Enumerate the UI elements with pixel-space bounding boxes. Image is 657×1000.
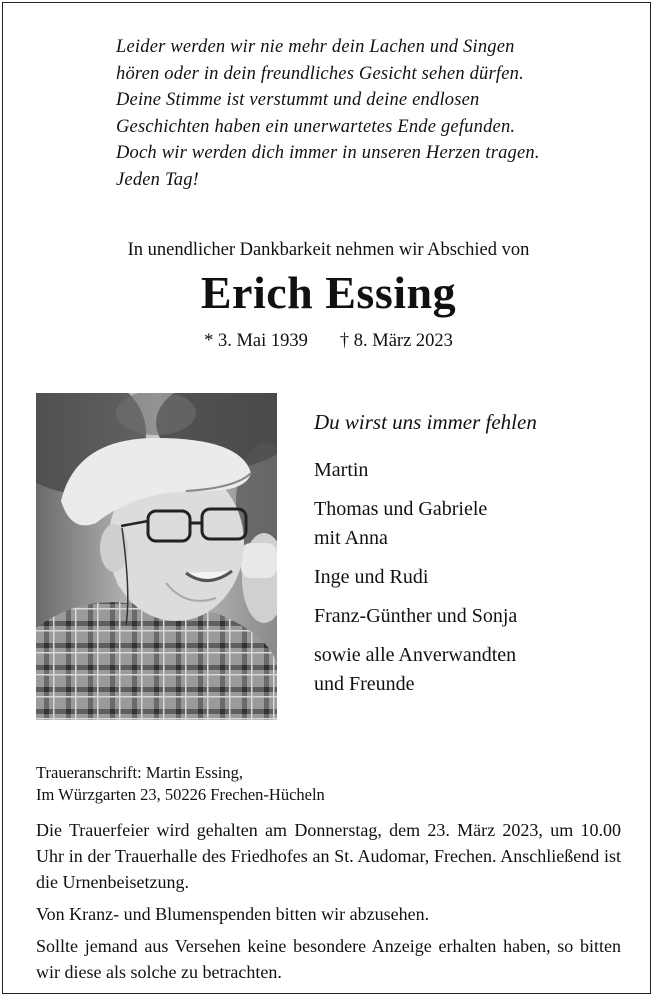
birth-date: * 3. Mai 1939: [204, 331, 308, 351]
family-list: [314, 456, 517, 709]
family-member: Inge und Rudi: [314, 566, 429, 588]
poem-line: Leider werden wir nie mehr dein Lachen und Singen: [116, 37, 515, 57]
portrait-photo: [36, 393, 277, 720]
address-line: Im Würzgarten 23, 50226 Frechen-Hücheln: [36, 785, 325, 804]
flowers-notice: Von Kranz- und Blumenspenden bitten wir abzusehen.: [36, 904, 430, 924]
poem-line: Geschichten haben ein unerwartetes Ende gefunden.: [116, 116, 516, 137]
family-member: mit Anna: [314, 527, 388, 549]
deceased-name: Erich Essing: [200, 267, 457, 318]
service-details: Die Trauerfeier wird gehalten am Donnerstag, dem 23. März 2023, um 10.00 Uhr in der Trauerhalle des Friedhofes an St. Audomar, Frechen. Anschließend ist die Urnenbeisetzung.: [36, 820, 621, 892]
family-member: Franz-Günther und Sonja: [314, 605, 518, 627]
notice-text: Sollte jemand aus Versehen keine besondere Anzeige erhalten haben, so bitten wir diese als solche zu betrachten.: [36, 936, 621, 982]
poem-line: hören oder in dein freundliches Gesicht sehen dürfen.: [116, 63, 524, 84]
family-member: Thomas und Gabriele: [314, 498, 488, 520]
list-item: [314, 495, 517, 553]
poem: [116, 34, 540, 193]
family-member: sowie alle Anverwandten: [314, 644, 517, 666]
list-item: [314, 563, 517, 592]
life-dates: [0, 331, 657, 352]
list-item: [314, 456, 517, 485]
intro-text: In unendlicher Dankbarkeit nehmen wir Abschied von: [127, 240, 530, 260]
poem-line: Doch wir werden dich immer in unseren Herzen tragen.: [116, 143, 540, 163]
mourning-address: [36, 762, 325, 806]
list-item: [314, 602, 517, 631]
poem-line: Deine Stimme ist verstummt und deine endlosen: [116, 90, 480, 110]
death-date: † 8. März 2023: [339, 331, 453, 351]
family-member: Martin: [314, 459, 369, 481]
family-member: und Freunde: [314, 673, 415, 695]
address-line: Traueranschrift: Martin Essing,: [36, 763, 243, 782]
ceremony-info: [36, 817, 621, 985]
farewell-line: Du wirst uns immer fehlen: [314, 410, 537, 434]
list-item: [314, 641, 517, 699]
poem-line: Jeden Tag!: [116, 169, 200, 190]
